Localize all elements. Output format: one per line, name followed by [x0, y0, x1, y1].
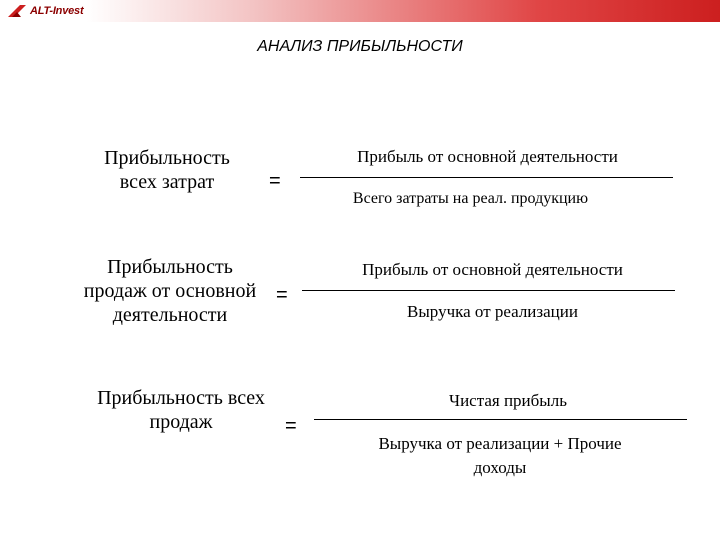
denominator: Всего затраты на реал. продукцию [352, 190, 589, 207]
logo [6, 3, 83, 19]
fraction-line [314, 419, 687, 420]
formula-label: Прибыльность всех продаж [97, 387, 265, 433]
formula-label: Прибыльность продаж от основной деятельности [83, 256, 257, 326]
formula-label: Прибыльность всех затрат [104, 147, 230, 193]
equals-sign: = [285, 415, 297, 437]
fraction-line [300, 177, 673, 178]
logo-text: ALT-Invest [30, 5, 84, 17]
numerator: Прибыль от основной деятельности [362, 260, 623, 279]
equals-sign: = [269, 170, 281, 192]
denominator: Выручка от реализации [407, 302, 578, 321]
page-title: АНАЛИЗ ПРИБЫЛЬНОСТИ [257, 38, 463, 55]
header-bar [0, 0, 720, 22]
fraction-line [302, 290, 675, 291]
numerator: Чистая прибыль [449, 391, 567, 410]
denominator: Выручка от реализации + Прочие доходы [378, 434, 622, 477]
equals-sign: = [276, 284, 288, 306]
numerator: Прибыль от основной деятельности [357, 147, 618, 166]
logo-icon [6, 3, 28, 19]
